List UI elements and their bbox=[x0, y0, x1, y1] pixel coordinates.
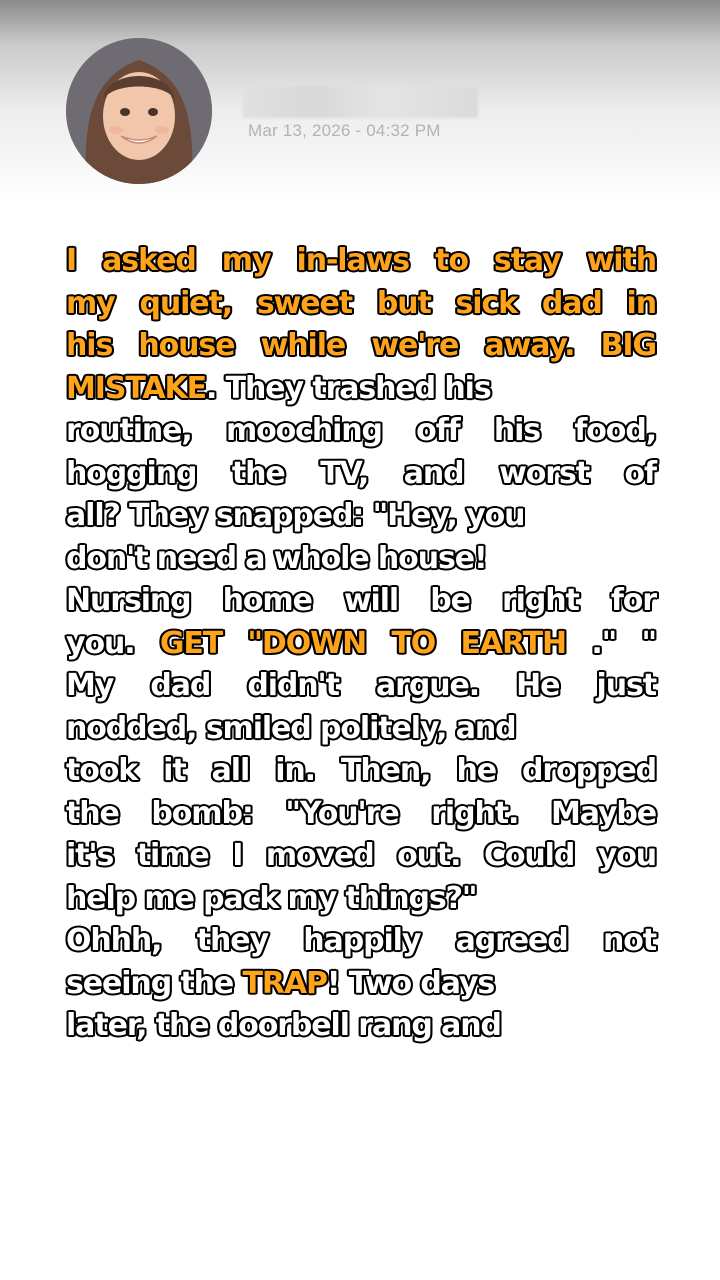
story-text-segment: Nursing home will be right for bbox=[66, 583, 656, 618]
story-line bbox=[66, 453, 656, 496]
story-text-segment: ! Two days bbox=[326, 965, 495, 1001]
story-text-segment: seeing the bbox=[66, 965, 243, 1001]
story-line bbox=[66, 283, 656, 326]
avatar[interactable] bbox=[66, 38, 212, 184]
story-line bbox=[66, 793, 656, 836]
story-line bbox=[66, 368, 656, 411]
highlighted-text: TRAP bbox=[242, 965, 327, 1001]
story-line bbox=[66, 963, 656, 1006]
story-line bbox=[66, 835, 656, 878]
story-line bbox=[66, 410, 656, 453]
highlighted-text: my quiet, sweet but sick dad in bbox=[66, 285, 656, 321]
story-line bbox=[66, 623, 656, 666]
story-text-segment: help me pack my things?" bbox=[66, 880, 477, 916]
story-text-segment: ." " bbox=[566, 625, 656, 661]
story-text-segment: hogging the TV, and worst of bbox=[66, 455, 656, 491]
story-text bbox=[66, 240, 656, 1048]
story-line bbox=[66, 538, 656, 581]
story-text-segment: the bomb: "You're right. Maybe bbox=[66, 795, 656, 831]
story-text-segment: routine, mooching off his food, bbox=[66, 413, 656, 448]
story-line bbox=[66, 750, 656, 793]
story-text-segment: nodded, smiled politely, and bbox=[66, 710, 516, 746]
story-line bbox=[66, 665, 656, 708]
author-name-blurred[interactable] bbox=[243, 86, 478, 118]
story-text-segment: . They trashed his bbox=[206, 370, 491, 406]
post-timestamp: Mar 13, 2026 - 04:32 PM bbox=[248, 121, 441, 140]
story-text-segment: all? They snapped: "Hey, you bbox=[66, 498, 525, 533]
story-text-segment: you. bbox=[66, 625, 160, 661]
post-header bbox=[0, 0, 720, 200]
story-line bbox=[66, 325, 656, 368]
story-line bbox=[66, 580, 656, 623]
story-text-segment: it's time I moved out. Could you bbox=[66, 838, 656, 873]
story-text-segment: Ohhh, they happily agreed not bbox=[66, 923, 656, 958]
story-text-segment: My dad didn't argue. He just bbox=[66, 668, 656, 703]
story-text-segment: don't need a whole house! bbox=[66, 540, 487, 576]
story-text-segment: later, the doorbell rang and bbox=[66, 1008, 501, 1043]
highlighted-text: GET "DOWN TO EARTH bbox=[159, 625, 567, 661]
highlighted-text: his house while we're away. BIG bbox=[66, 328, 656, 363]
story-line bbox=[66, 495, 656, 538]
story-line bbox=[66, 240, 656, 283]
story-line bbox=[66, 708, 656, 751]
highlighted-text: MISTAKE bbox=[66, 370, 207, 406]
story-line bbox=[66, 878, 656, 921]
highlighted-text: I asked my in-laws to stay with bbox=[66, 243, 656, 278]
story-line bbox=[66, 920, 656, 963]
story-line bbox=[66, 1005, 656, 1048]
avatar-image bbox=[66, 38, 212, 184]
story-text-segment: took it all in. Then, he dropped bbox=[66, 753, 656, 788]
